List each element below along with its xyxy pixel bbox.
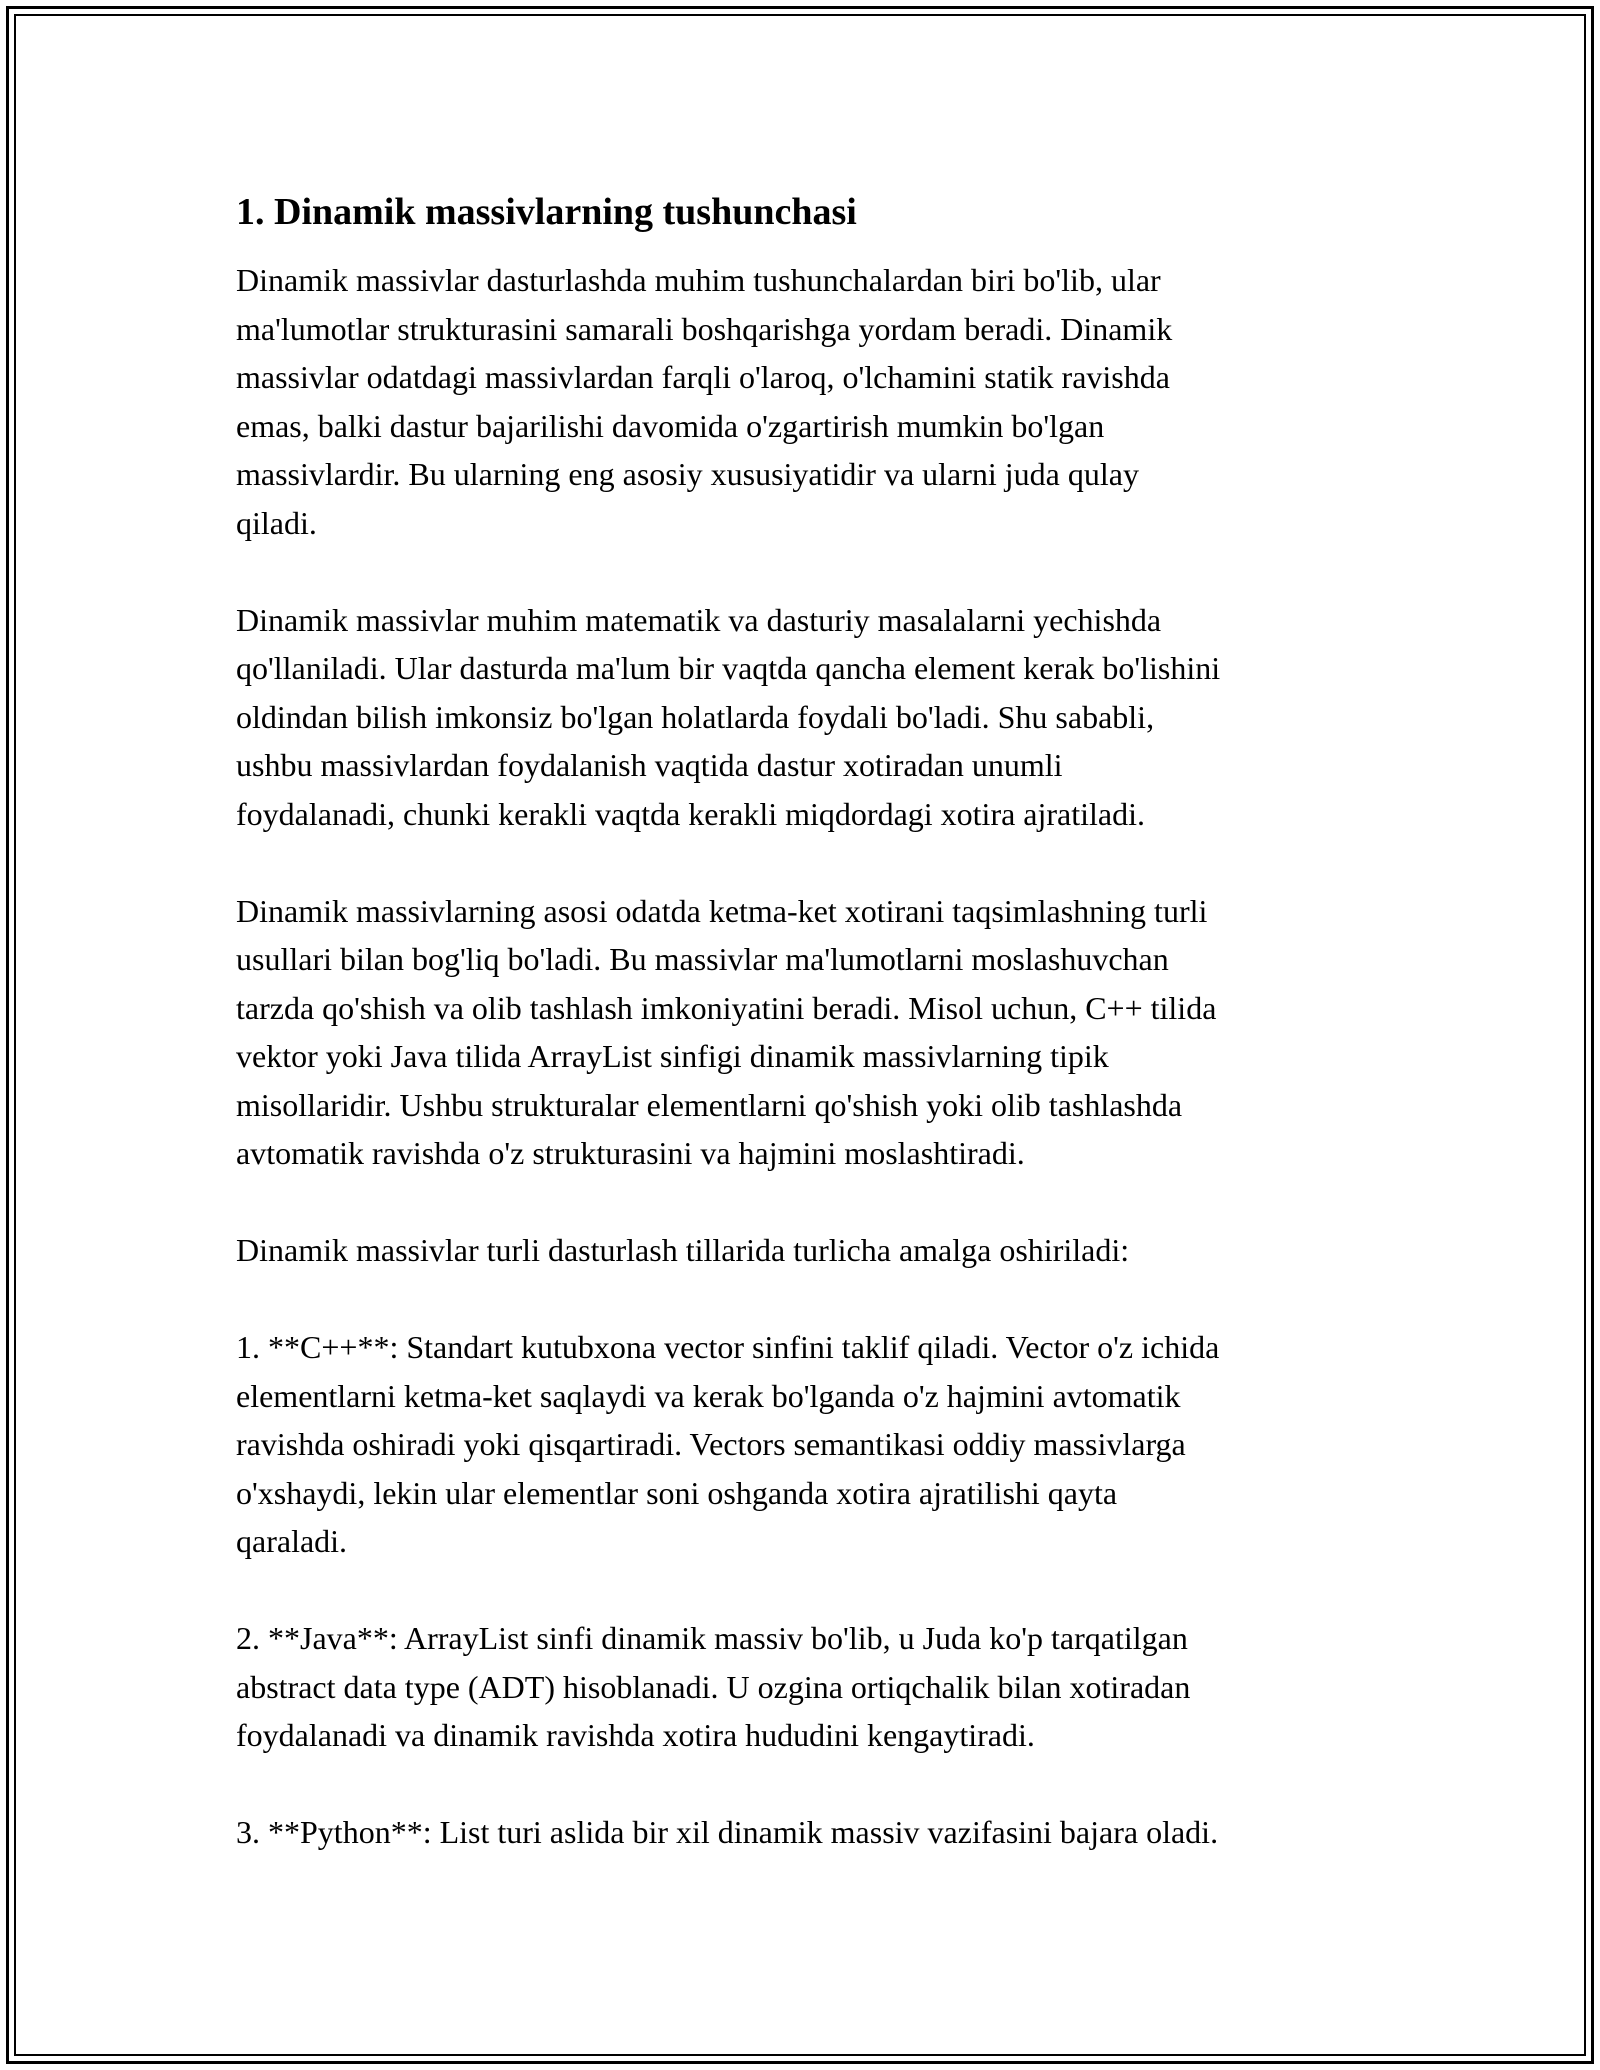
section-heading: 1. Dinamik massivlarning tushunchasi: [236, 191, 857, 233]
paragraph-intro: Dinamik massivlar dasturlashda muhim tushunchalardan biri bo'lib, ular ma'lumotlar strukturasini samarali boshqarishga yordam beradi. Dinamik massivlar odatdagi massivlardan farqli o'laroq, o'lchamini statik ravishda emas, balki dastur bajarilishi davomida o'zgartirish mumkin bo'lgan massivlardir. Bu ularning eng asosiy xususiyatidir va ularni juda qulay qiladi.: [236, 262, 1173, 541]
list-item-java: 2. **Java**: ArrayList sinfi dinamik massiv bo'lib, u Juda ko'p tarqatilgan abstract data type (ADT) hisoblanadi. U ozgina ortiqchalik bilan xotiradan foydalanadi va dinamik ravishda xotira hududini kengaytiradi.: [236, 1620, 1191, 1753]
list-item-cpp: 1. **C++**: Standart kutubxona vector sinfini taklif qiladi. Vector o'z ichida elementlarni ketma-ket saqlaydi va kerak bo'lganda o'z hajmini avtomatik ravishda oshiradi yoki qisqartiradi. Vectors semantikasi oddiy massivlarga o'xshaydi, lekin ular elementlar soni oshganda xotira ajratilishi qayta qaraladi.: [236, 1329, 1220, 1559]
document-body: [236, 188, 1376, 1857]
paragraph-basis: Dinamik massivlarning asosi odatda ketma-ket xotirani taqsimlashning turli usullari bilan bog'liq bo'ladi. Bu massivlar ma'lumotlarni moslashuvchan tarzda qo'shish va olib tashlash imkoniyatini beradi. Misol uchun, C++ tilida vektor yoki Java tilida ArrayList sinfigi dinamik massivlarning tipik misollaridir. Ushbu strukturalar elementlarni qo'shish yoki olib tashlashda avtomatik ravishda o'z strukturasini va hajmini moslashtiradi.: [236, 892, 1217, 1171]
paragraph-usage: Dinamik massivlar muhim matematik va dasturiy masalalarni yechishda qo'llaniladi. Ular dasturda ma'lum bir vaqtda qancha element kerak bo'lishini oldindan bilish imkonsiz bo'lgan holatlarda foydali bo'ladi. Shu sababli, ushbu massivlardan foydalanish vaqtida dastur xotiradan unumli foydalanadi, chunki kerakli vaqtda kerakli miqdordagi xotira ajratiladi.: [236, 601, 1221, 832]
list-item-python: 3. **Python**: List turi aslida bir xil dinamik massiv vazifasini bajara oladi.: [236, 1814, 1219, 1850]
paragraph-languages-intro: Dinamik massivlar turli dasturlash tillarida turlicha amalga oshiriladi:: [236, 1232, 1130, 1268]
